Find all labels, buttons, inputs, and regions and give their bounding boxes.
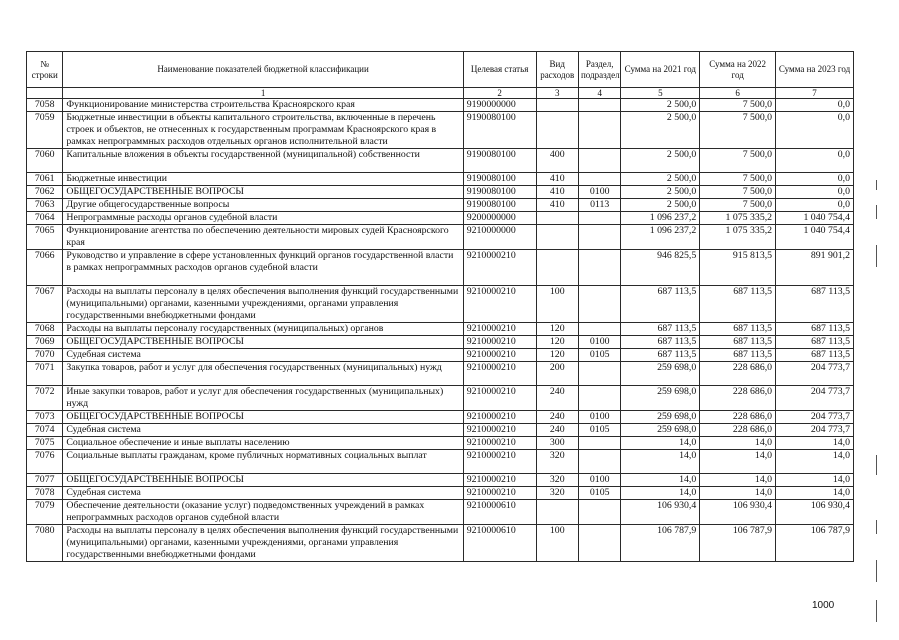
- sum-2023-cell: 687 113,5: [776, 286, 854, 323]
- table-row: [27, 450, 854, 474]
- expense-type-cell: 240: [536, 424, 578, 437]
- header-row-number: № строки: [27, 52, 63, 88]
- sum-2023-cell: 687 113,5: [776, 349, 854, 362]
- target-article-cell: 9210000210: [463, 437, 536, 450]
- column-number-row: [27, 88, 854, 99]
- row-number-cell: 7074: [27, 424, 63, 437]
- sum-2023-cell: 1 040 754,4: [776, 225, 854, 250]
- column-number: [27, 88, 63, 99]
- table-row: [27, 323, 854, 336]
- target-article-cell: 9200000000: [463, 212, 536, 225]
- sum-2023-cell: 14,0: [776, 474, 854, 487]
- sum-2021-cell: 259 698,0: [621, 424, 700, 437]
- sum-2022-cell: 687 113,5: [700, 323, 776, 336]
- indicator-name-cell: ОБЩЕГОСУДАРСТВЕННЫЕ ВОПРОСЫ: [63, 186, 463, 199]
- sum-2022-cell: 14,0: [700, 450, 776, 474]
- table-row: [27, 487, 854, 500]
- sum-2021-cell: 14,0: [621, 450, 700, 474]
- sum-2021-cell: 2 500,0: [621, 99, 700, 112]
- section-cell: 0105: [578, 487, 620, 500]
- budget-table-wrapper: [26, 51, 854, 562]
- column-number: 5: [621, 88, 700, 99]
- table-row: [27, 225, 854, 250]
- indicator-name-cell: ОБЩЕГОСУДАРСТВЕННЫЕ ВОПРОСЫ: [63, 336, 463, 349]
- indicator-name-cell: Расходы на выплаты персоналу в целях обеспечения выполнения функций государственными (муниципальными) органами, казенными учреждениями, органами управления государственными внебюджетными фондами: [63, 286, 463, 323]
- section-cell: 0100: [578, 336, 620, 349]
- expense-type-cell: 240: [536, 386, 578, 411]
- row-number-cell: 7073: [27, 411, 63, 424]
- sum-2023-cell: 106 930,4: [776, 500, 854, 525]
- sum-2023-cell: 0,0: [776, 149, 854, 173]
- target-article-cell: 9210000210: [463, 386, 536, 411]
- sum-2022-cell: 7 500,0: [700, 149, 776, 173]
- table-row: [27, 173, 854, 186]
- column-number: 3: [536, 88, 578, 99]
- section-cell: [578, 225, 620, 250]
- target-article-cell: 9210000210: [463, 450, 536, 474]
- sum-2021-cell: 106 787,9: [621, 525, 700, 562]
- row-number-cell: 7071: [27, 362, 63, 386]
- sum-2023-cell: 0,0: [776, 112, 854, 149]
- indicator-name-cell: Капитальные вложения в объекты государственной (муниципальной) собственности: [63, 149, 463, 173]
- column-number: 2: [463, 88, 536, 99]
- row-number-cell: 7059: [27, 112, 63, 149]
- target-article-cell: 9190080100: [463, 186, 536, 199]
- section-cell: [578, 323, 620, 336]
- scan-artifact: [876, 180, 877, 190]
- row-number-cell: 7069: [27, 336, 63, 349]
- section-cell: [578, 525, 620, 562]
- column-number: 6: [700, 88, 776, 99]
- row-number-cell: 7064: [27, 212, 63, 225]
- expense-type-cell: 200: [536, 362, 578, 386]
- column-number: 4: [578, 88, 620, 99]
- expense-type-cell: 320: [536, 474, 578, 487]
- indicator-name-cell: Закупка товаров, работ и услуг для обеспечения государственных (муниципальных) нужд: [63, 362, 463, 386]
- expense-type-cell: [536, 500, 578, 525]
- header-sum-2023: Сумма на 2023 год: [776, 52, 854, 88]
- sum-2023-cell: 687 113,5: [776, 336, 854, 349]
- target-article-cell: 9210000210: [463, 349, 536, 362]
- sum-2022-cell: 228 686,0: [700, 386, 776, 411]
- indicator-name-cell: Руководство и управление в сфере установленных функций органов государственной власти в рамках непрограммных расходов органов судебной власти: [63, 250, 463, 286]
- section-cell: [578, 450, 620, 474]
- row-number-cell: 7079: [27, 500, 63, 525]
- sum-2022-cell: 687 113,5: [700, 336, 776, 349]
- row-number-cell: 7062: [27, 186, 63, 199]
- section-cell: [578, 149, 620, 173]
- scan-artifact: [876, 600, 877, 622]
- indicator-name-cell: Судебная система: [63, 424, 463, 437]
- expense-type-cell: 300: [536, 437, 578, 450]
- target-article-cell: 9210000000: [463, 225, 536, 250]
- sum-2022-cell: 106 930,4: [700, 500, 776, 525]
- expense-type-cell: 100: [536, 525, 578, 562]
- sum-2022-cell: 7 500,0: [700, 112, 776, 149]
- sum-2022-cell: 7 500,0: [700, 199, 776, 212]
- section-cell: 0113: [578, 199, 620, 212]
- table-row: [27, 525, 854, 562]
- section-cell: [578, 500, 620, 525]
- sum-2022-cell: 687 113,5: [700, 286, 776, 323]
- scan-artifact: [876, 205, 877, 219]
- section-cell: [578, 250, 620, 286]
- target-article-cell: 9210000210: [463, 336, 536, 349]
- sum-2022-cell: 7 500,0: [700, 173, 776, 186]
- column-number: 7: [776, 88, 854, 99]
- sum-2021-cell: 687 113,5: [621, 349, 700, 362]
- section-cell: [578, 173, 620, 186]
- target-article-cell: 9190080100: [463, 149, 536, 173]
- expense-type-cell: [536, 112, 578, 149]
- table-row: [27, 437, 854, 450]
- sum-2023-cell: 0,0: [776, 186, 854, 199]
- expense-type-cell: 120: [536, 336, 578, 349]
- indicator-name-cell: Функционирование агентства по обеспечению деятельности мировых судей Красноярского края: [63, 225, 463, 250]
- row-number-cell: 7078: [27, 487, 63, 500]
- sum-2023-cell: 0,0: [776, 173, 854, 186]
- sum-2022-cell: 687 113,5: [700, 349, 776, 362]
- table-row: [27, 99, 854, 112]
- table-row: [27, 186, 854, 199]
- sum-2022-cell: 14,0: [700, 487, 776, 500]
- expense-type-cell: [536, 250, 578, 286]
- sum-2023-cell: 687 113,5: [776, 323, 854, 336]
- sum-2023-cell: 204 773,7: [776, 411, 854, 424]
- table-row: [27, 349, 854, 362]
- indicator-name-cell: ОБЩЕГОСУДАРСТВЕННЫЕ ВОПРОСЫ: [63, 474, 463, 487]
- target-article-cell: 9190080100: [463, 112, 536, 149]
- header-indicator-name: Наименование показателей бюджетной классификации: [63, 52, 463, 88]
- target-article-cell: 9190000000: [463, 99, 536, 112]
- table-row: [27, 286, 854, 323]
- row-number-cell: 7072: [27, 386, 63, 411]
- row-number-cell: 7061: [27, 173, 63, 186]
- budget-table: [26, 51, 854, 562]
- header-sum-2022: Сумма на 2022 год: [700, 52, 776, 88]
- sum-2021-cell: 106 930,4: [621, 500, 700, 525]
- row-number-cell: 7063: [27, 199, 63, 212]
- table-row: [27, 386, 854, 411]
- header-row: [27, 52, 854, 88]
- expense-type-cell: 120: [536, 323, 578, 336]
- indicator-name-cell: Социальное обеспечение и иные выплаты населению: [63, 437, 463, 450]
- table-row: [27, 500, 854, 525]
- scan-artifact: [876, 520, 877, 534]
- sum-2021-cell: 687 113,5: [621, 323, 700, 336]
- sum-2021-cell: 14,0: [621, 437, 700, 450]
- sum-2023-cell: 0,0: [776, 199, 854, 212]
- sum-2021-cell: 2 500,0: [621, 199, 700, 212]
- sum-2022-cell: 915 813,5: [700, 250, 776, 286]
- target-article-cell: 9210000210: [463, 474, 536, 487]
- sum-2021-cell: 14,0: [621, 487, 700, 500]
- sum-2022-cell: 7 500,0: [700, 186, 776, 199]
- sum-2022-cell: 14,0: [700, 474, 776, 487]
- row-number-cell: 7067: [27, 286, 63, 323]
- indicator-name-cell: Бюджетные инвестиции: [63, 173, 463, 186]
- target-article-cell: 9210000210: [463, 411, 536, 424]
- row-number-cell: 7070: [27, 349, 63, 362]
- table-row: [27, 212, 854, 225]
- expense-type-cell: 120: [536, 349, 578, 362]
- sum-2023-cell: 14,0: [776, 487, 854, 500]
- section-cell: 0100: [578, 474, 620, 487]
- table-row: [27, 411, 854, 424]
- target-article-cell: 9210000610: [463, 500, 536, 525]
- target-article-cell: 9210000210: [463, 286, 536, 323]
- section-cell: [578, 212, 620, 225]
- sum-2022-cell: 1 075 335,2: [700, 225, 776, 250]
- indicator-name-cell: Расходы на выплаты персоналу государственных (муниципальных) органов: [63, 323, 463, 336]
- row-number-cell: 7065: [27, 225, 63, 250]
- sum-2021-cell: 2 500,0: [621, 149, 700, 173]
- section-cell: [578, 386, 620, 411]
- header-target-article: Целевая статья: [463, 52, 536, 88]
- expense-type-cell: 100: [536, 286, 578, 323]
- sum-2023-cell: 204 773,7: [776, 362, 854, 386]
- indicator-name-cell: Судебная система: [63, 487, 463, 500]
- target-article-cell: 9190080100: [463, 173, 536, 186]
- sum-2022-cell: 228 686,0: [700, 411, 776, 424]
- section-cell: [578, 99, 620, 112]
- sum-2022-cell: 7 500,0: [700, 99, 776, 112]
- sum-2022-cell: 228 686,0: [700, 424, 776, 437]
- table-body: [27, 99, 854, 562]
- column-number: 1: [63, 88, 463, 99]
- expense-type-cell: 410: [536, 199, 578, 212]
- indicator-name-cell: Социальные выплаты гражданам, кроме публичных нормативных социальных выплат: [63, 450, 463, 474]
- header-section: Раздел, подраздел: [578, 52, 620, 88]
- table-row: [27, 149, 854, 173]
- table-row: [27, 336, 854, 349]
- row-number-cell: 7076: [27, 450, 63, 474]
- sum-2021-cell: 2 500,0: [621, 186, 700, 199]
- sum-2023-cell: 204 773,7: [776, 424, 854, 437]
- sum-2021-cell: 1 096 237,2: [621, 212, 700, 225]
- scan-artifact: [876, 245, 877, 267]
- section-cell: 0100: [578, 186, 620, 199]
- sum-2023-cell: 0,0: [776, 99, 854, 112]
- row-number-cell: 7077: [27, 474, 63, 487]
- section-cell: 0105: [578, 349, 620, 362]
- header-sum-2021: Сумма на 2021 год: [621, 52, 700, 88]
- table-row: [27, 424, 854, 437]
- section-cell: [578, 286, 620, 323]
- sum-2023-cell: 14,0: [776, 450, 854, 474]
- sum-2021-cell: 2 500,0: [621, 173, 700, 186]
- indicator-name-cell: Обеспечение деятельности (оказание услуг) подведомственных учреждений в рамках непрограммных расходов органов судебной власти: [63, 500, 463, 525]
- sum-2022-cell: 14,0: [700, 437, 776, 450]
- expense-type-cell: [536, 212, 578, 225]
- sum-2023-cell: 891 901,2: [776, 250, 854, 286]
- target-article-cell: 9210000210: [463, 323, 536, 336]
- target-article-cell: 9190080100: [463, 199, 536, 212]
- sum-2021-cell: 259 698,0: [621, 411, 700, 424]
- indicator-name-cell: Иные закупки товаров, работ и услуг для обеспечения государственных (муниципальных) нужд: [63, 386, 463, 411]
- target-article-cell: 9210000210: [463, 487, 536, 500]
- section-cell: [578, 112, 620, 149]
- row-number-cell: 7058: [27, 99, 63, 112]
- row-number-cell: 7068: [27, 323, 63, 336]
- sum-2021-cell: 1 096 237,2: [621, 225, 700, 250]
- sum-2021-cell: 259 698,0: [621, 362, 700, 386]
- table-row: [27, 199, 854, 212]
- sum-2023-cell: 1 040 754,4: [776, 212, 854, 225]
- sum-2023-cell: 204 773,7: [776, 386, 854, 411]
- section-cell: [578, 437, 620, 450]
- row-number-cell: 7066: [27, 250, 63, 286]
- sum-2023-cell: 106 787,9: [776, 525, 854, 562]
- expense-type-cell: 320: [536, 487, 578, 500]
- indicator-name-cell: Бюджетные инвестиции в объекты капитального строительства, включенные в перечень строек и объектов, не отнесенных к государственным программам Красноярского края в рамках непрограммных расходов отдельных органов исполнительной власти: [63, 112, 463, 149]
- expense-type-cell: 240: [536, 411, 578, 424]
- row-number-cell: 7075: [27, 437, 63, 450]
- table-row: [27, 474, 854, 487]
- row-number-cell: 7060: [27, 149, 63, 173]
- sum-2021-cell: 14,0: [621, 474, 700, 487]
- sum-2022-cell: 1 075 335,2: [700, 212, 776, 225]
- sum-2021-cell: 687 113,5: [621, 286, 700, 323]
- sum-2023-cell: 14,0: [776, 437, 854, 450]
- indicator-name-cell: Непрограммные расходы органов судебной власти: [63, 212, 463, 225]
- indicator-name-cell: Судебная система: [63, 349, 463, 362]
- expense-type-cell: 320: [536, 450, 578, 474]
- table-row: [27, 362, 854, 386]
- sum-2021-cell: 2 500,0: [621, 112, 700, 149]
- sum-2022-cell: 106 787,9: [700, 525, 776, 562]
- table-row: [27, 250, 854, 286]
- row-number-cell: 7080: [27, 525, 63, 562]
- indicator-name-cell: Функционирование министерства строительства Красноярского края: [63, 99, 463, 112]
- target-article-cell: 9210000210: [463, 424, 536, 437]
- expense-type-cell: 410: [536, 186, 578, 199]
- page-number: 1000: [812, 600, 835, 611]
- section-cell: 0100: [578, 411, 620, 424]
- section-cell: 0105: [578, 424, 620, 437]
- table-row: [27, 112, 854, 149]
- scan-artifact: [876, 455, 877, 475]
- target-article-cell: 9210000610: [463, 525, 536, 562]
- sum-2021-cell: 946 825,5: [621, 250, 700, 286]
- scan-artifact: [876, 560, 877, 582]
- expense-type-cell: 400: [536, 149, 578, 173]
- indicator-name-cell: Другие общегосударственные вопросы: [63, 199, 463, 212]
- expense-type-cell: [536, 99, 578, 112]
- section-cell: [578, 362, 620, 386]
- sum-2022-cell: 228 686,0: [700, 362, 776, 386]
- sum-2021-cell: 687 113,5: [621, 336, 700, 349]
- expense-type-cell: [536, 225, 578, 250]
- header-expense-type: Вид расходов: [536, 52, 578, 88]
- sum-2021-cell: 259 698,0: [621, 386, 700, 411]
- expense-type-cell: 410: [536, 173, 578, 186]
- indicator-name-cell: ОБЩЕГОСУДАРСТВЕННЫЕ ВОПРОСЫ: [63, 411, 463, 424]
- target-article-cell: 9210000210: [463, 250, 536, 286]
- indicator-name-cell: Расходы на выплаты персоналу в целях обеспечения выполнения функций государственными (муниципальными) органами, казенными учреждениями, органами управления государственными внебюджетными фондами: [63, 525, 463, 562]
- target-article-cell: 9210000210: [463, 362, 536, 386]
